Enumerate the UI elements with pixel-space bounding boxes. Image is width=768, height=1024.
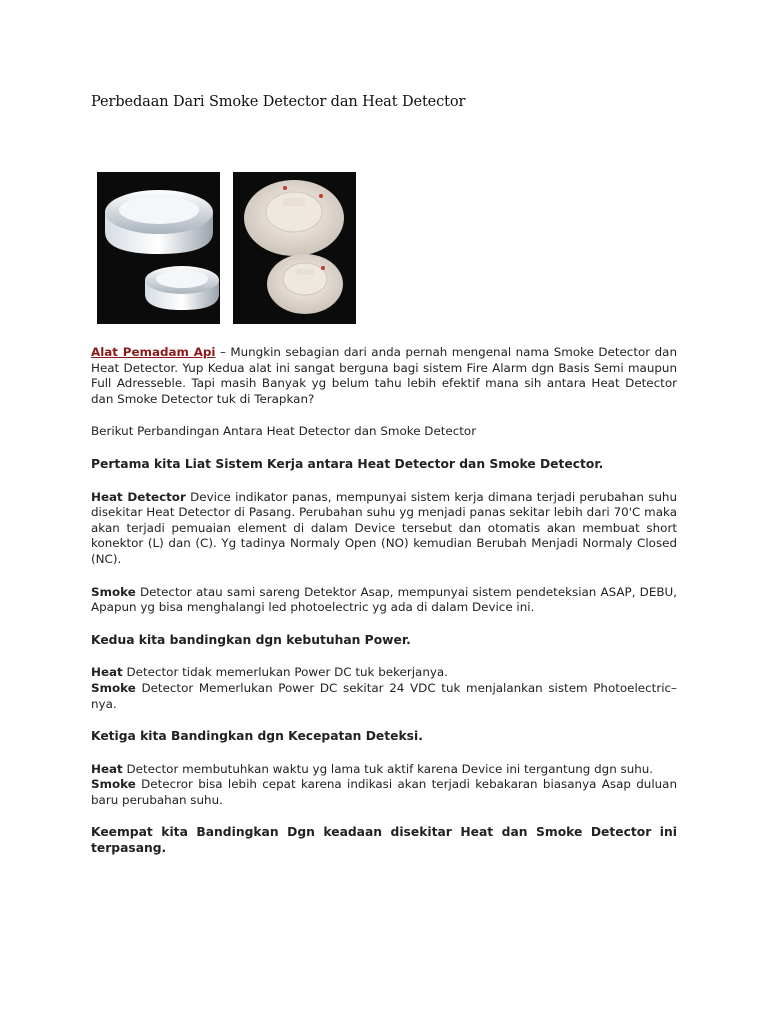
smoke-detector-photo	[97, 172, 220, 324]
heat-speed-text: Detector membutuhkan waktu yg lama tuk aktif karena Device ini tergantung dgn suhu.	[122, 761, 654, 776]
smoke-speed-paragraph	[91, 777, 677, 808]
heat-work-text: Device indikator panas, mempunyai sistem kerja dimana terjadi perubahan suhu disekitar Heat Detector di Pasang. Perubahan suhu yg menjadi panas sekitar lebih dari 70'C maka akan terjadi pemuaian element di dalam Device tersebut dan otomatis akan membuat short konektor (L) dan (C). Yg tadinya Normaly Open (NO) kemudian Berubah Menjadi Normaly Closed (NC).	[91, 489, 678, 566]
smoke-work-text: Detector atau sami sareng Detektor Asap, mempunyai sistem pendeteksian ASAP, DEBU, Apapun yg bisa menghalangi led photoelectric yg ada di dalam Device ini.	[91, 584, 677, 615]
smoke-lead: Smoke	[91, 584, 136, 599]
heat-detector-illustration	[233, 172, 356, 324]
heat-detector-work-paragraph	[91, 490, 677, 568]
section-heading-2: Kedua kita bandingkan dgn kebutuhan Power.	[91, 632, 411, 647]
alat-pemadam-api-link[interactable]: Alat Pemadam Api	[91, 345, 216, 359]
heat-lead: Heat	[91, 761, 123, 776]
smoke-detector-illustration	[97, 172, 220, 324]
heat-lead: Heat Detector	[91, 489, 186, 504]
page-title: Perbedaan Dari Smoke Detector dan Heat Detector	[91, 94, 466, 110]
comparison-intro: Berikut Perbandingan Antara Heat Detector dan Smoke Detector	[91, 424, 477, 439]
heat-speed-paragraph	[91, 762, 677, 778]
smoke-speed-text: Detecror bisa lebih cepat karena indikasi akan terjadi kebakaran biasanya Asap duluan baru perubahan suhu.	[91, 777, 677, 807]
section-heading-1: Pertama kita Liat Sistem Kerja antara Heat Detector dan Smoke Detector.	[91, 456, 604, 471]
smoke-detector-work-paragraph	[91, 585, 677, 616]
heat-lead: Heat	[91, 665, 123, 680]
heat-detector-photo	[233, 172, 356, 324]
section-heading-3: Ketiga kita Bandingkan dgn Kecepatan Deteksi.	[91, 729, 423, 744]
article-body	[91, 345, 677, 857]
heat-power-paragraph	[91, 665, 677, 681]
smoke-lead: Smoke	[91, 680, 136, 695]
intro-text: – Mungkin sebagian dari anda pernah mengenal nama Smoke Detector dan Heat Detector. Yup Kedua alat ini sangat berguna bagi sistem Fire Alarm dgn Basis Semi maupun Full Adresseble. Tapi masih Banyak yg belum tahu lebih efektif mana sih antara Heat Detector dan Smoke Detector tuk di Terapkan?	[91, 345, 677, 406]
smoke-lead: Smoke	[91, 777, 136, 792]
smoke-power-text: Detector Memerlukan Power DC sekitar 24 VDC tuk menjalankan sistem Photoelectric–nya.	[91, 680, 677, 711]
smoke-power-paragraph	[91, 681, 677, 712]
section-heading-4: Keempat kita Bandingkan Dgn keadaan disekitar Heat dan Smoke Detector ini terpasang.	[91, 825, 677, 856]
intro-paragraph	[91, 345, 677, 407]
heat-power-text: Detector tidak memerlukan Power DC tuk bekerjanya.	[122, 665, 448, 680]
